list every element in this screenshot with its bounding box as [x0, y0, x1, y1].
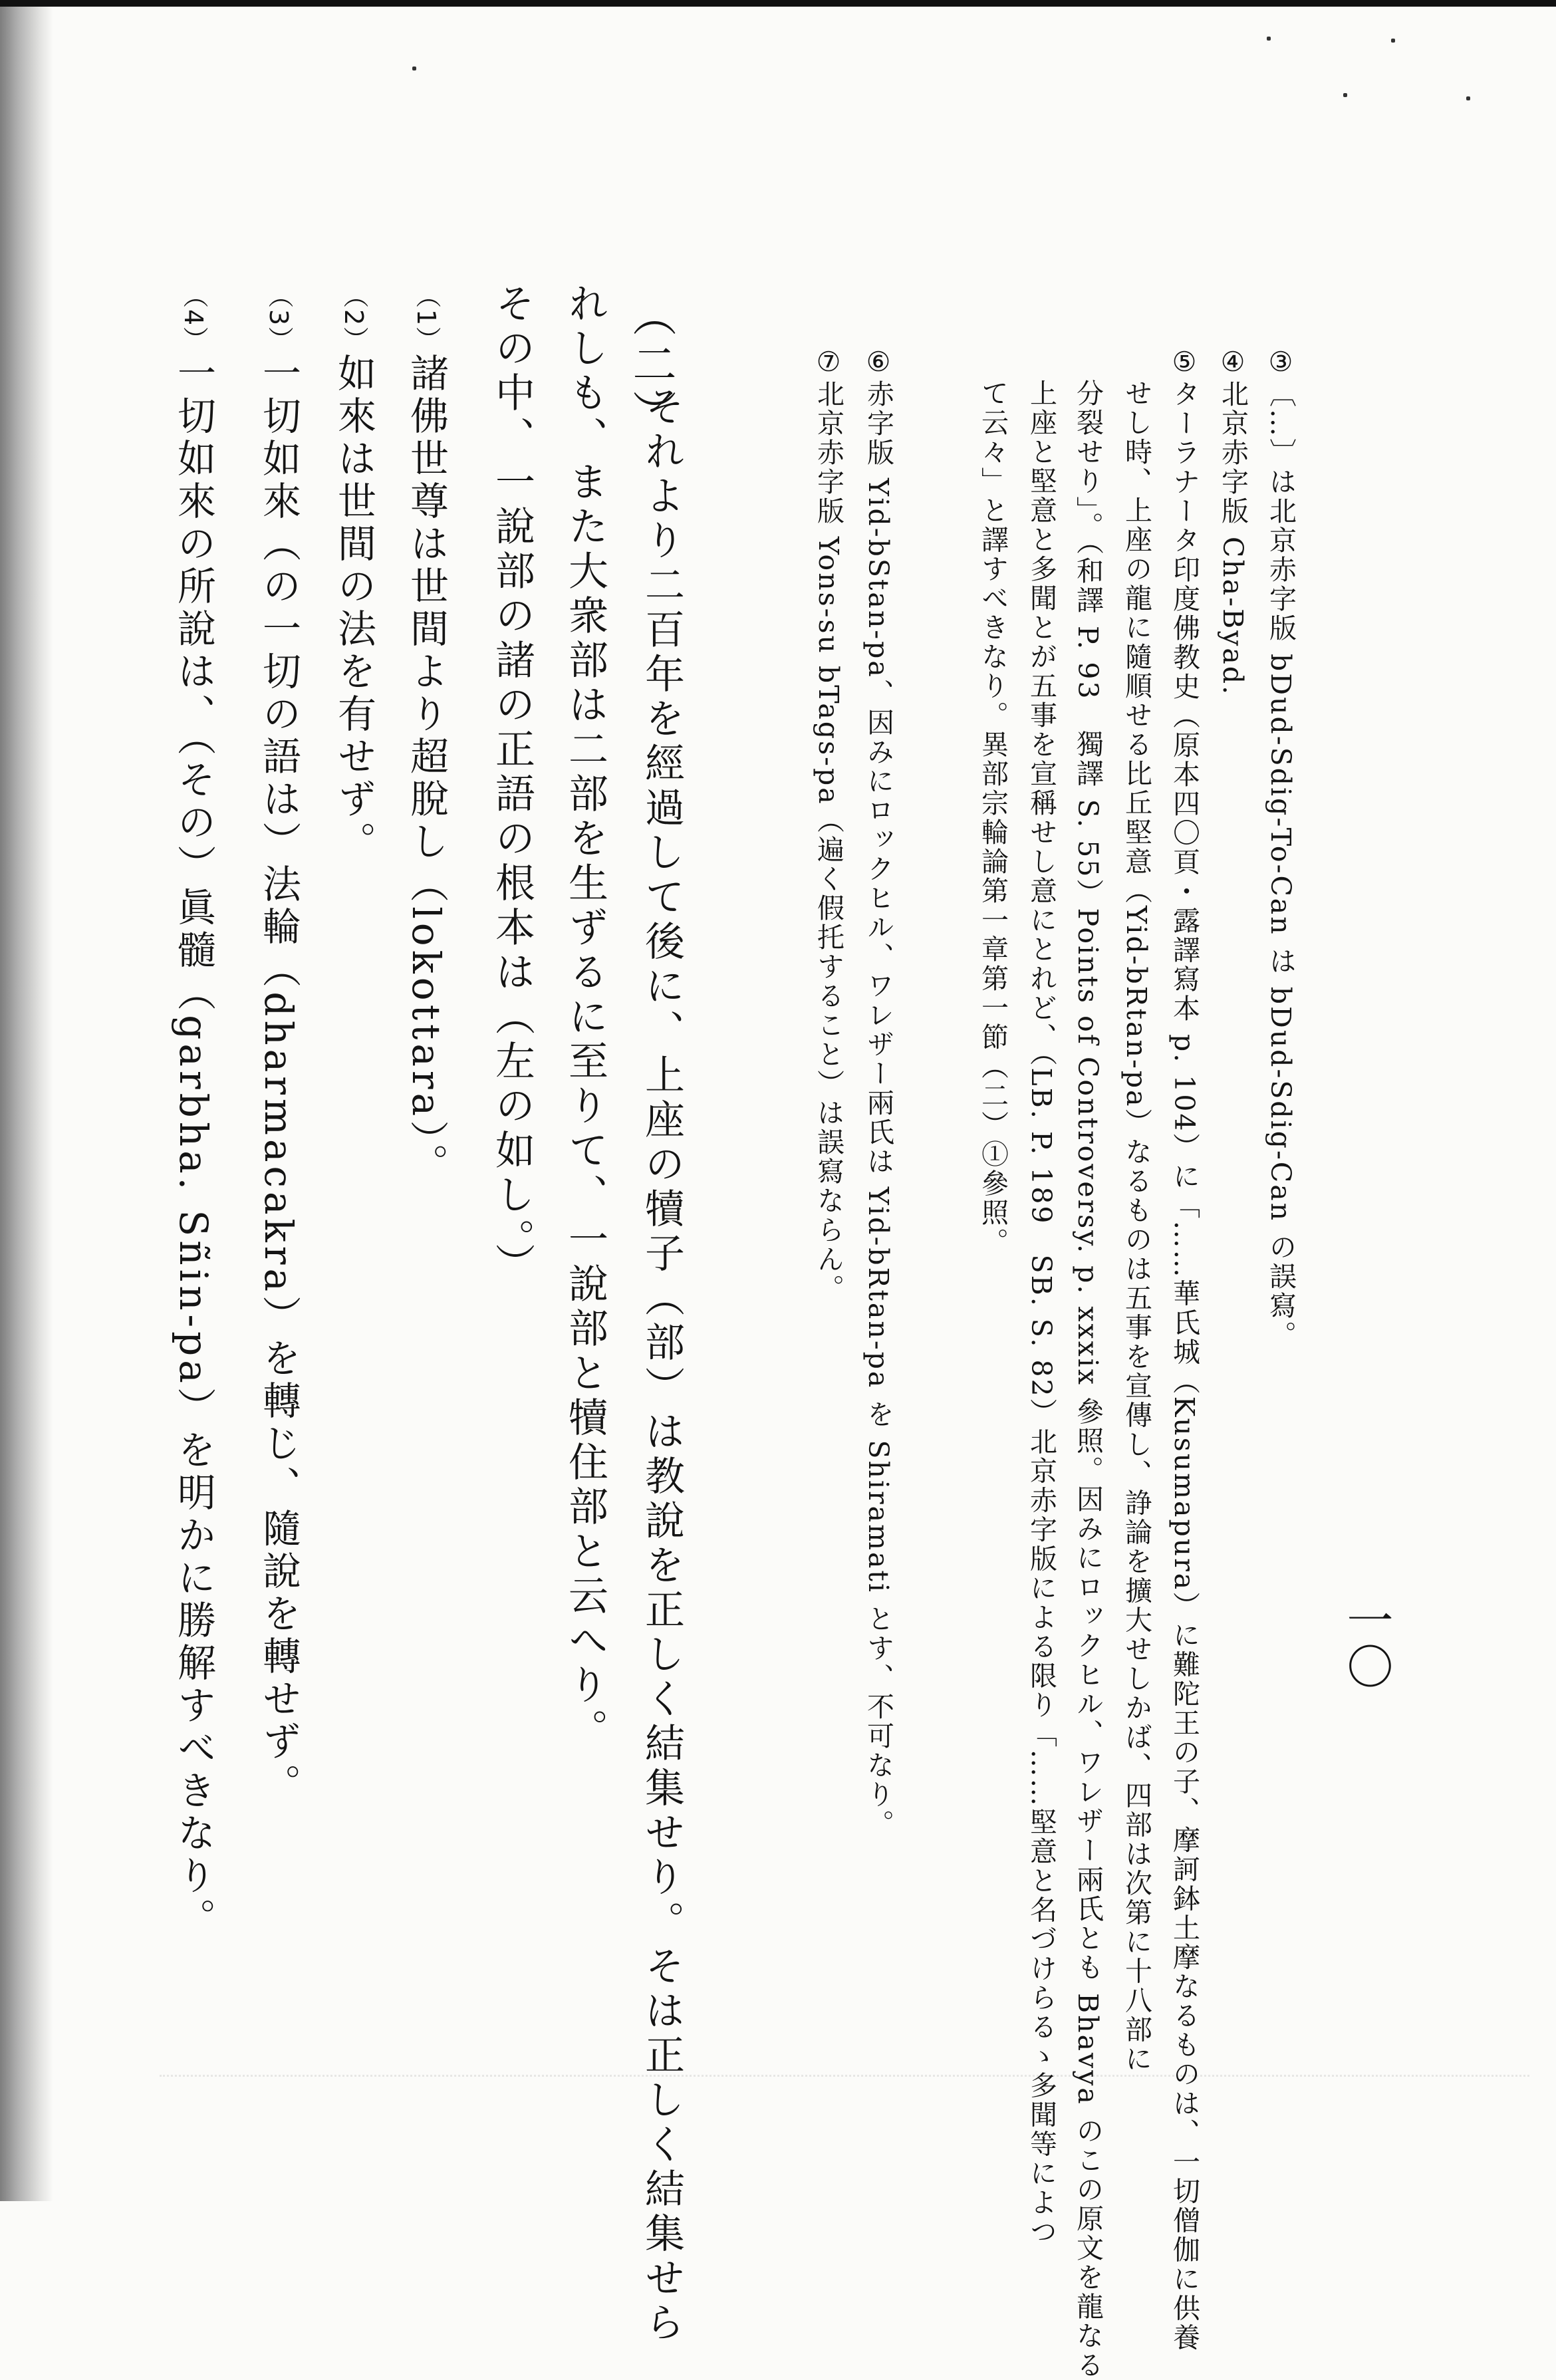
scan-shadow-edge — [0, 0, 53, 2201]
note-5-continued — [1072, 379, 1104, 2380]
top-border-rule — [0, 0, 1556, 7]
ink-speck — [1466, 96, 1470, 100]
proposition-1 — [404, 283, 449, 1186]
note-marker: ④ — [1217, 346, 1249, 380]
note-5-continued — [1027, 379, 1055, 2247]
note-text: せし時、上座の龍に隨順せる比丘堅意（Yid-bRtan-pa）なるものは五事を宣傳し、諍論を擴大せしかば、四部は次第に十八部に — [1120, 379, 1152, 2074]
note-text: ターラナータ印度佛教史（原本四〇頁・露譯寫本 p. 104）に「……華氏城（Kusumapura）に難陀王の子、摩訶鉢土摩なるものは、一切僧伽に供養 — [1168, 380, 1200, 2353]
body-line — [489, 283, 535, 1287]
note-text: 分裂せり」。（和譯 P. 93 獨譯 S. 55）Points of Controversy. p. xxxix 參照。因みにロックヒル、ワレザー兩氏とも Bhavya のこの原文を龍なる — [1072, 379, 1104, 2380]
proposition-text: 一切如來の所說は、（その）眞髓（garbha. Sñin-pa）を明かに勝解すべきなり。 — [171, 353, 216, 1940]
proposition-number: （3） — [264, 283, 293, 354]
note-5-continued — [1122, 379, 1150, 2074]
proposition-3 — [256, 283, 301, 1807]
proposition-4 — [171, 283, 216, 1940]
proposition-number: （4） — [179, 283, 208, 354]
note-5-continued — [977, 379, 1009, 1257]
proposition-number: （1） — [412, 283, 441, 354]
ink-speck — [1391, 39, 1395, 43]
page-number: 一〇 — [1339, 1596, 1394, 1689]
note-3 — [1265, 346, 1297, 1351]
proposition-text: 諸佛世尊は世間より超脫し（lokottara）。 — [404, 353, 449, 1186]
proposition-2 — [331, 283, 376, 864]
body-line — [562, 283, 608, 1753]
proposition-text: 一切如來（の一切の語は）法輪（dharmacakra）を轉じ、隨說を轉せず。 — [256, 353, 301, 1807]
note-4 — [1217, 346, 1249, 697]
proposition-number: （2） — [339, 283, 368, 354]
note-6 — [864, 346, 892, 1839]
note-marker: ③ — [1265, 346, 1297, 380]
body-line-text: それより二百年を經過して後に、上座の犢子（部）は教說を正しく結集せり。そは正しく結集せら — [638, 386, 685, 2346]
note-text: 赤字版 Yid-bStan-pa、因みにロックヒル、ワレザー兩氏は Yid-bRtan-pa を Shiramati とす、不可なり。 — [862, 380, 894, 1839]
note-marker: ⑤ — [1168, 346, 1200, 380]
body-line-text: れしも、また大衆部は二部を生ずるに至りて、一說部と犢住部と云へり。 — [562, 283, 608, 1753]
proposition-text: 如來は世間の法を有せず。 — [331, 353, 376, 864]
ink-speck — [1267, 37, 1271, 41]
section-marker: （二） — [625, 293, 676, 438]
note-text: 上座と堅意と多聞とが五事を宣稱せし意にとれど、（LB. P. 189 SB. S. 82）北京赤字版による限り「……堅意と名づけらるゝ多聞等によつ — [1025, 379, 1057, 2247]
body-line-text: その中、一說部の諸の正語の根本は（左の如し。） — [489, 283, 535, 1287]
note-marker: ⑦ — [813, 346, 844, 380]
note-7 — [815, 346, 842, 1303]
body-line — [638, 386, 685, 2346]
note-marker: ⑥ — [862, 346, 894, 380]
note-text: 〔…〕は北京赤字版 bDud-Sdig-To-Can は bDud-Sdig-Can の誤寫。 — [1265, 380, 1297, 1351]
ink-speck — [1343, 93, 1347, 97]
ink-speck — [412, 66, 416, 70]
scan-dot-line — [160, 2075, 1529, 2077]
note-text: て云々」と譯すべきなり。異部宗輪論第一章第一節（二）①參照。 — [977, 379, 1009, 1257]
note-text: 北京赤字版 Cha-Byad. — [1217, 380, 1249, 697]
note-5 — [1170, 346, 1198, 2352]
note-text: 北京赤字版 Yons-su bTags-pa（遍く假托すること）は誤寫ならん。 — [813, 380, 844, 1303]
